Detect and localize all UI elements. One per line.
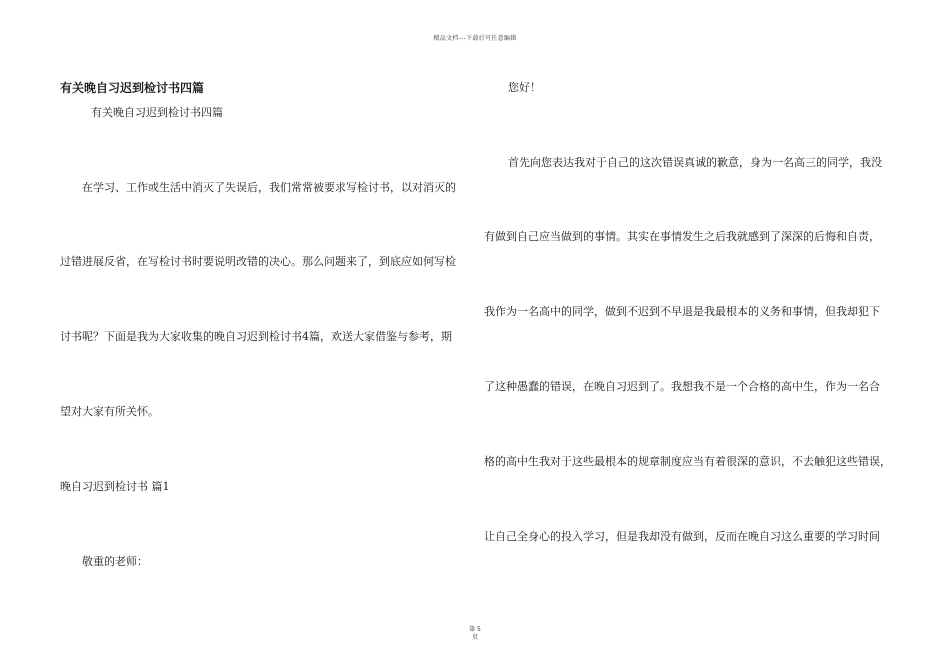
page-number-line-2: 页: [471, 634, 478, 641]
body-line-1: 首先向您表达我对于自己的这次错误真诚的歉意，身为一名高三的同学，我没: [508, 156, 882, 169]
page-number: [0, 626, 950, 642]
document-subtitle: 有关晚自习迟到检讨书四篇: [91, 106, 223, 119]
intro-line-4: 望对大家有所关怀。: [60, 405, 159, 418]
intro-line-3: 讨书呢？下面是我为大家收集的晚自习迟到检讨书4篇，欢送大家借鉴与参考，期: [60, 330, 452, 343]
intro-line-1: 在学习、工作或生活中消灭了失误后，我们常常被要求写检讨书，以对消灭的: [82, 181, 456, 194]
body-line-5: 格的高中生我对于这些最根本的规章制度应当有着很深的意识，不去触犯这些错误，: [484, 455, 891, 468]
body-line-2: 有做到自己应当做到的事情。其实在事情发生之后我就感到了深深的后悔和自责，: [484, 230, 880, 243]
body-line-6: 让自己全身心的投入学习，但是我却没有做到，反而在晚自习这么重要的学习时间: [484, 530, 880, 543]
salutation: 敬重的老师：: [82, 555, 148, 568]
header-note: 精品文档---下载后可任意编辑: [433, 35, 517, 42]
body-line-3: 我作为一名高中的同学，做到不迟到不早退是我最根本的义务和事情，但我却犯下: [484, 305, 880, 318]
body-line-4: 了这种愚蠢的错误，在晚自习迟到了。我想我不是一个合格的高中生，作为一名合: [484, 380, 880, 393]
greeting: 您好！: [508, 81, 541, 94]
intro-line-2: 过错进展反省，在写检讨书时要说明改错的决心。那么问题来了，到底应如何写检: [60, 255, 456, 268]
document-title: 有关晚自习迟到检讨书四篇: [60, 81, 205, 95]
section-heading: 晚自习迟到检讨书 篇1: [60, 480, 170, 493]
page-number-line-1: 第 5: [469, 626, 481, 633]
